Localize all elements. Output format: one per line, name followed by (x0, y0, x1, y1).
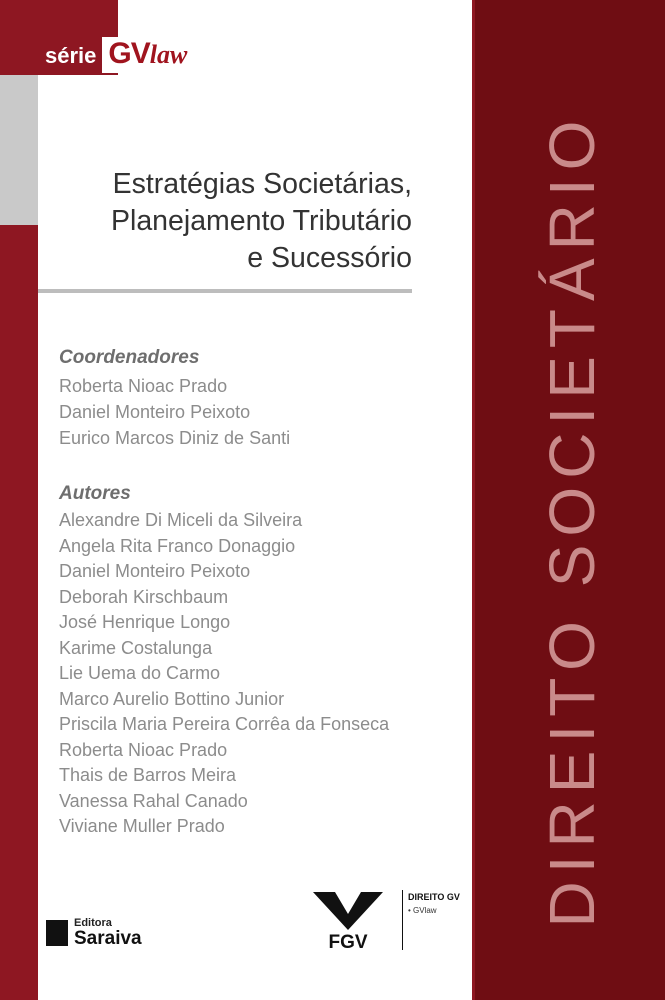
author-name: Thais de Barros Meira (59, 765, 237, 785)
author-name: José Henrique Longo (59, 612, 231, 632)
author-name: Priscila Maria Pereira Corrêa da Fonseca (59, 714, 390, 734)
gvlaw-gv: GV (108, 37, 150, 70)
book-title-line-2: Planejamento Tributário (110, 205, 412, 237)
title-divider (38, 289, 412, 293)
author-name: Marco Aurelio Bottino Junior (59, 688, 285, 709)
fgv-name: FGV (328, 932, 368, 953)
spine-title: DIREITO SOCIETÁRIO (536, 112, 608, 928)
book-title-line-1: Estratégias Societárias, (112, 168, 412, 200)
gvlaw-sub-label: • GVlaw (408, 906, 437, 915)
series-prefix: série (45, 43, 97, 68)
book-title-line-3: e Sucessório (247, 242, 412, 274)
authors-list (59, 508, 389, 840)
author-name: Lie Uema do Carmo (59, 663, 221, 683)
author-name: Deborah Kirschbaum (59, 586, 229, 607)
authors-heading: Autores (59, 483, 131, 504)
gray-accent-block (0, 75, 38, 225)
fgv-divider (402, 890, 403, 950)
author-name: Viviane Muller Prado (59, 816, 225, 836)
series-logo (45, 37, 195, 73)
author-name: Angela Rita Franco Donaggio (59, 535, 296, 556)
gvlaw-law: law (149, 40, 188, 69)
publisher-line-2: Saraiva (74, 928, 142, 949)
coordinator-name: Eurico Marcos Diniz de Santi (59, 428, 291, 448)
fgv-emblem-icon (313, 892, 383, 930)
author-name: Alexandre Di Miceli da Silveira (59, 510, 303, 530)
author-name: Daniel Monteiro Peixoto (59, 561, 251, 581)
gvlaw-logo (102, 37, 195, 73)
saraiva-logo (46, 918, 142, 948)
fgv-logo (313, 892, 383, 954)
book-title (40, 166, 412, 277)
coordinator-name: Daniel Monteiro Peixoto (59, 402, 251, 422)
author-name: Roberta Nioac Prado (59, 739, 228, 760)
author-name: Karime Costalunga (59, 637, 213, 658)
author-name: Vanessa Rahal Canado (59, 790, 248, 811)
coordinators-heading: Coordenadores (59, 347, 200, 368)
saraiva-book-icon (46, 920, 68, 946)
direito-gv-label: DIREITO GV (408, 892, 460, 902)
publisher-line-1: Editora (74, 917, 112, 929)
coordinator-name: Roberta Nioac Prado (59, 376, 228, 396)
coordinators-list (59, 373, 290, 451)
